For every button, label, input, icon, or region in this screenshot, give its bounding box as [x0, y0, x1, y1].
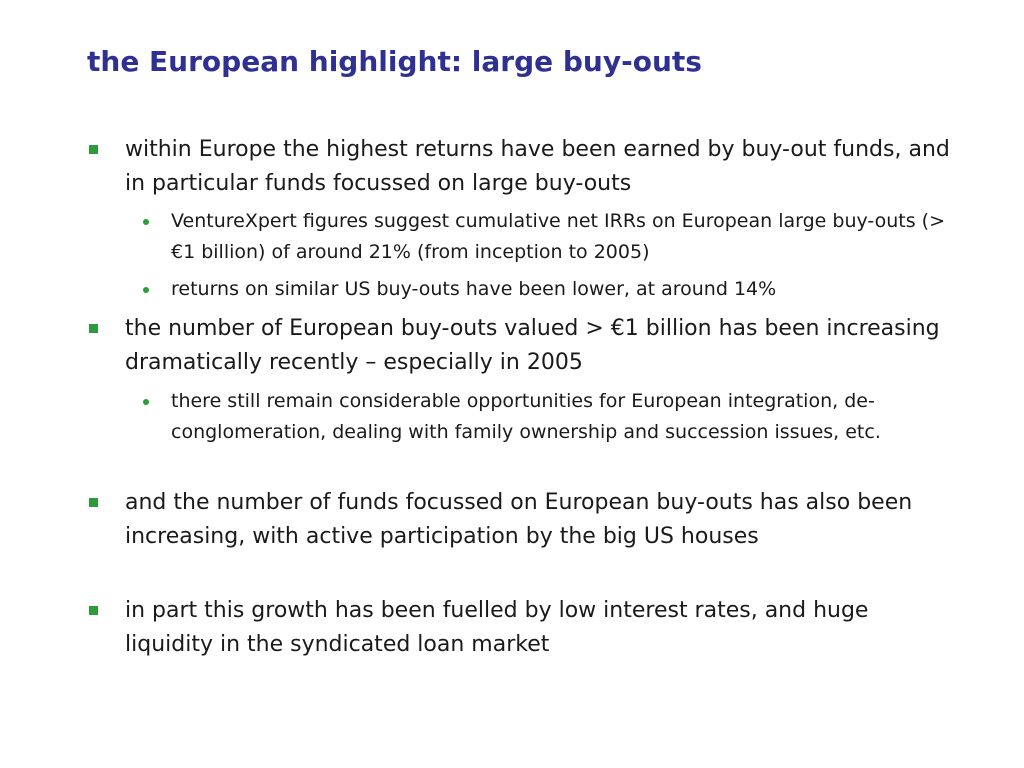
bullet-text: the number of European buy-outs valued > €1 billion has been increasing dramatically recently – especially in 2005 [125, 316, 940, 375]
bullet-text: in part this growth has been fuelled by low interest rates, and huge liquidity in the syndicated loan market [125, 598, 869, 657]
dot-bullet-icon [143, 399, 149, 405]
dot-bullet-icon [143, 287, 149, 293]
sub-bullet-text: VentureXpert figures suggest cumulative net IRRs on European large buy-outs (> €1 billion) of around 21% (from inception to 2005) [171, 210, 945, 263]
sub-bullet-text: there still remain considerable opportunities for European integration, de-conglomeration, dealing with family ownership and succession issues, etc. [171, 390, 881, 443]
square-bullet-icon [89, 145, 98, 154]
slide-title: the European highlight: large buy-outs [87, 45, 702, 78]
bullet-text: within Europe the highest returns have been earned by buy-out funds, and in particular funds focussed on large buy-outs [125, 137, 950, 196]
sub-bullet-text: returns on similar US buy-outs have been lower, at around 14% [171, 278, 777, 300]
square-bullet-icon [89, 606, 98, 615]
square-bullet-icon [89, 324, 98, 333]
bullet-text: and the number of funds focussed on European buy-outs has also been increasing, with active participation by the big US houses [125, 490, 913, 549]
square-bullet-icon [89, 498, 98, 507]
dot-bullet-icon [143, 219, 149, 225]
